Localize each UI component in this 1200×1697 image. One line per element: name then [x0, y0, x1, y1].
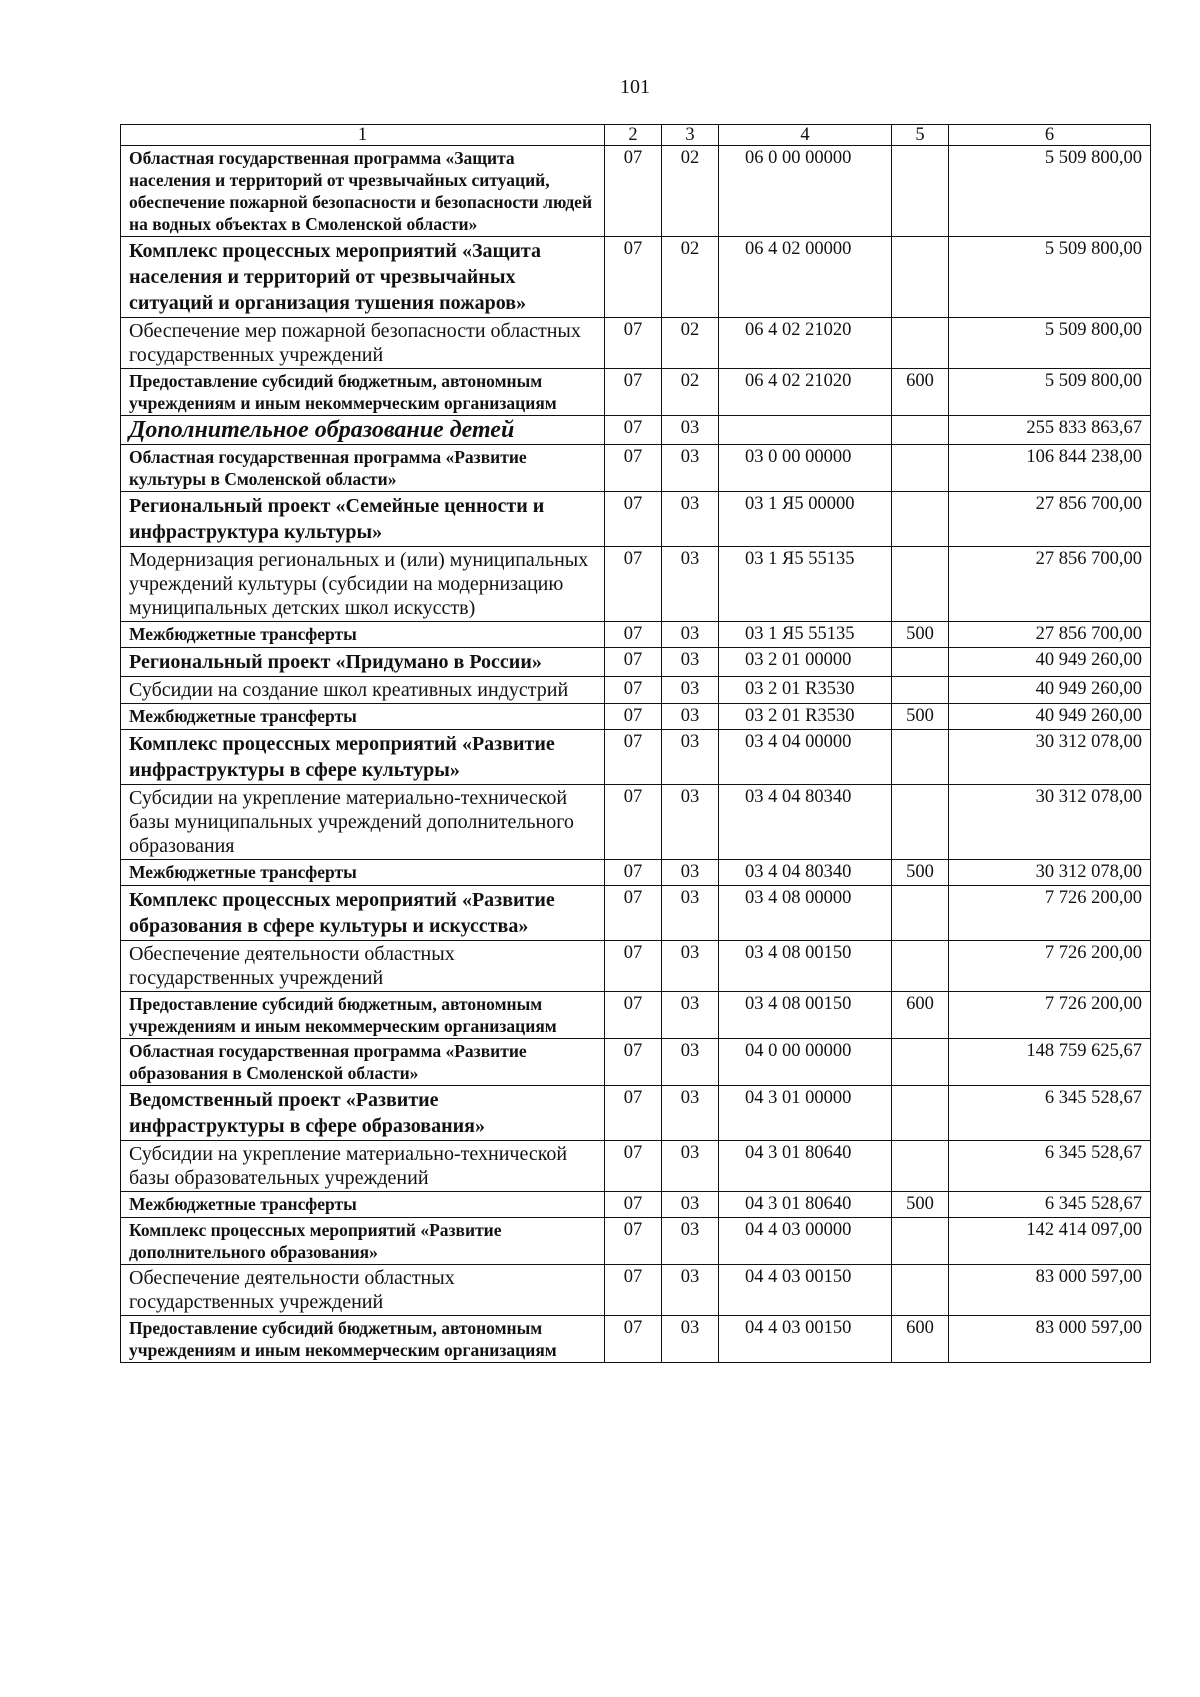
row-code-cell-2: 07	[605, 992, 662, 1039]
row-code-cell-4: 04 0 00 00000	[719, 1039, 892, 1086]
row-code-cell-5	[892, 1039, 949, 1086]
row-amount-cell: 5 509 800,00	[949, 369, 1151, 416]
table-row	[121, 445, 1151, 492]
row-code-cell-5	[892, 547, 949, 622]
row-code-cell-2: 07	[605, 1316, 662, 1363]
table-body	[121, 146, 1151, 1363]
row-code-cell-4: 03 4 04 80340	[719, 860, 892, 886]
row-code-cell-2: 07	[605, 146, 662, 237]
row-code-cell-4: 03 0 00 00000	[719, 445, 892, 492]
row-code-cell-5	[892, 1086, 949, 1141]
row-code-cell-2: 07	[605, 492, 662, 547]
row-code-cell-2: 07	[605, 622, 662, 648]
row-code-cell-5	[892, 941, 949, 992]
row-name-cell: Субсидии на создание школ креативных индустрий	[121, 677, 605, 704]
row-amount-cell: 142 414 097,00	[949, 1218, 1151, 1265]
row-code-cell-3: 03	[662, 941, 719, 992]
row-code-cell-3: 03	[662, 648, 719, 677]
row-code-cell-5	[892, 1141, 949, 1192]
row-amount-cell: 5 509 800,00	[949, 146, 1151, 237]
row-code-cell-2: 07	[605, 416, 662, 445]
row-amount-cell: 30 312 078,00	[949, 730, 1151, 785]
row-code-cell-2: 07	[605, 860, 662, 886]
row-code-cell-4: 04 4 03 00150	[719, 1316, 892, 1363]
row-code-cell-4: 03 4 04 00000	[719, 730, 892, 785]
row-amount-cell: 40 949 260,00	[949, 648, 1151, 677]
row-code-cell-3: 03	[662, 677, 719, 704]
row-code-cell-5	[892, 785, 949, 860]
row-name-cell: Комплекс процессных мероприятий «Развитие дополнительного образования»	[121, 1218, 605, 1265]
table-row	[121, 785, 1151, 860]
row-code-cell-5	[892, 648, 949, 677]
row-code-cell-3: 03	[662, 1039, 719, 1086]
row-code-cell-5: 500	[892, 622, 949, 648]
row-amount-cell: 40 949 260,00	[949, 677, 1151, 704]
row-code-cell-2: 07	[605, 1039, 662, 1086]
row-code-cell-5	[892, 1265, 949, 1316]
column-header-6: 6	[949, 125, 1151, 146]
row-code-cell-2: 07	[605, 1086, 662, 1141]
row-code-cell-2: 07	[605, 237, 662, 318]
row-code-cell-3: 02	[662, 146, 719, 237]
row-code-cell-3: 03	[662, 1265, 719, 1316]
row-code-cell-4: 04 4 03 00000	[719, 1218, 892, 1265]
row-amount-cell: 7 726 200,00	[949, 941, 1151, 992]
table-row	[121, 1192, 1151, 1218]
row-code-cell-4: 03 4 04 80340	[719, 785, 892, 860]
row-name-cell: Ведомственный проект «Развитие инфраструктуры в сфере образования»	[121, 1086, 605, 1141]
row-amount-cell: 30 312 078,00	[949, 785, 1151, 860]
row-code-cell-5	[892, 730, 949, 785]
column-header-5: 5	[892, 125, 949, 146]
row-code-cell-3: 03	[662, 992, 719, 1039]
row-code-cell-4: 04 3 01 80640	[719, 1192, 892, 1218]
row-code-cell-3: 03	[662, 1192, 719, 1218]
row-code-cell-2: 07	[605, 318, 662, 369]
table-row	[121, 1218, 1151, 1265]
row-amount-cell: 27 856 700,00	[949, 622, 1151, 648]
table-row	[121, 416, 1151, 445]
table-row	[121, 648, 1151, 677]
row-amount-cell: 83 000 597,00	[949, 1316, 1151, 1363]
table-row	[121, 492, 1151, 547]
row-code-cell-5: 600	[892, 369, 949, 416]
row-code-cell-2: 07	[605, 1265, 662, 1316]
row-code-cell-2: 07	[605, 1141, 662, 1192]
table-row	[121, 1141, 1151, 1192]
row-name-cell: Комплекс процессных мероприятий «Развитие инфраструктуры в сфере культуры»	[121, 730, 605, 785]
table-row	[121, 146, 1151, 237]
row-amount-cell: 5 509 800,00	[949, 237, 1151, 318]
page-number: 101	[620, 76, 650, 98]
column-header-1: 1	[121, 125, 605, 146]
row-code-cell-4: 03 4 08 00150	[719, 992, 892, 1039]
row-code-cell-5: 600	[892, 992, 949, 1039]
row-code-cell-4: 03 4 08 00000	[719, 886, 892, 941]
table-row	[121, 704, 1151, 730]
row-code-cell-3: 03	[662, 1218, 719, 1265]
row-code-cell-3: 03	[662, 1316, 719, 1363]
row-code-cell-3: 03	[662, 416, 719, 445]
row-code-cell-4	[719, 416, 892, 445]
row-code-cell-3: 03	[662, 785, 719, 860]
table-row	[121, 1265, 1151, 1316]
row-code-cell-4: 03 1 Я5 00000	[719, 492, 892, 547]
table-row	[121, 318, 1151, 369]
row-code-cell-4: 04 4 03 00150	[719, 1265, 892, 1316]
row-name-cell: Предоставление субсидий бюджетным, автономным учреждениям и иным некоммерческим организациям	[121, 369, 605, 416]
row-code-cell-4: 06 4 02 00000	[719, 237, 892, 318]
table-row	[121, 941, 1151, 992]
row-code-cell-5	[892, 677, 949, 704]
table-row	[121, 860, 1151, 886]
table-row	[121, 1086, 1151, 1141]
column-header-3: 3	[662, 125, 719, 146]
row-amount-cell: 40 949 260,00	[949, 704, 1151, 730]
table-row	[121, 886, 1151, 941]
row-name-cell: Предоставление субсидий бюджетным, автономным учреждениям и иным некоммерческим организациям	[121, 1316, 605, 1363]
row-code-cell-2: 07	[605, 1192, 662, 1218]
row-code-cell-5	[892, 146, 949, 237]
row-code-cell-3: 03	[662, 1141, 719, 1192]
row-code-cell-5: 500	[892, 704, 949, 730]
row-code-cell-3: 03	[662, 622, 719, 648]
row-name-cell: Обеспечение мер пожарной безопасности областных государственных учреждений	[121, 318, 605, 369]
row-code-cell-2: 07	[605, 547, 662, 622]
row-code-cell-3: 03	[662, 445, 719, 492]
row-name-cell: Областная государственная программа «Развитие культуры в Смоленской области»	[121, 445, 605, 492]
row-code-cell-2: 07	[605, 677, 662, 704]
row-amount-cell: 27 856 700,00	[949, 547, 1151, 622]
row-amount-cell: 6 345 528,67	[949, 1192, 1151, 1218]
table-row	[121, 1316, 1151, 1363]
row-code-cell-2: 07	[605, 704, 662, 730]
row-amount-cell: 148 759 625,67	[949, 1039, 1151, 1086]
row-code-cell-4: 06 0 00 00000	[719, 146, 892, 237]
row-name-cell: Межбюджетные трансферты	[121, 1192, 605, 1218]
row-code-cell-2: 07	[605, 941, 662, 992]
row-name-cell: Дополнительное образование детей	[121, 416, 605, 445]
row-amount-cell: 106 844 238,00	[949, 445, 1151, 492]
row-amount-cell: 30 312 078,00	[949, 860, 1151, 886]
row-name-cell: Межбюджетные трансферты	[121, 622, 605, 648]
row-code-cell-5	[892, 416, 949, 445]
row-name-cell: Комплекс процессных мероприятий «Защита населения и территорий от чрезвычайных ситуаций и организация тушения пожаров»	[121, 237, 605, 318]
row-code-cell-3: 02	[662, 369, 719, 416]
row-name-cell: Модернизация региональных и (или) муниципальных учреждений культуры (субсидии на модернизацию муниципальных детских школ искусств)	[121, 547, 605, 622]
row-name-cell: Региональный проект «Семейные ценности и инфраструктура культуры»	[121, 492, 605, 547]
row-code-cell-2: 07	[605, 1218, 662, 1265]
column-header-4: 4	[719, 125, 892, 146]
row-name-cell: Областная государственная программа «Защита населения и территорий от чрезвычайных ситуаций, обеспечение пожарной безопасности и безопасности людей на водных объектах в Смоленской области»	[121, 146, 605, 237]
row-code-cell-4: 06 4 02 21020	[719, 318, 892, 369]
row-code-cell-5: 500	[892, 1192, 949, 1218]
row-amount-cell: 83 000 597,00	[949, 1265, 1151, 1316]
table-row	[121, 547, 1151, 622]
row-amount-cell: 7 726 200,00	[949, 992, 1151, 1039]
row-code-cell-5	[892, 445, 949, 492]
row-code-cell-3: 03	[662, 860, 719, 886]
row-name-cell: Субсидии на укрепление материально-технической базы образовательных учреждений	[121, 1141, 605, 1192]
row-code-cell-5	[892, 886, 949, 941]
row-name-cell: Комплекс процессных мероприятий «Развитие образования в сфере культуры и искусства»	[121, 886, 605, 941]
row-code-cell-5	[892, 492, 949, 547]
row-name-cell: Региональный проект «Придумано в России»	[121, 648, 605, 677]
row-code-cell-3: 03	[662, 492, 719, 547]
row-code-cell-2: 07	[605, 886, 662, 941]
table-row	[121, 730, 1151, 785]
table-row	[121, 622, 1151, 648]
row-amount-cell: 6 345 528,67	[949, 1086, 1151, 1141]
row-code-cell-3: 03	[662, 730, 719, 785]
row-amount-cell: 5 509 800,00	[949, 318, 1151, 369]
table-row	[121, 369, 1151, 416]
row-amount-cell: 27 856 700,00	[949, 492, 1151, 547]
row-code-cell-4: 04 3 01 00000	[719, 1086, 892, 1141]
row-code-cell-4: 03 2 01 00000	[719, 648, 892, 677]
row-code-cell-3: 03	[662, 886, 719, 941]
row-code-cell-2: 07	[605, 785, 662, 860]
row-code-cell-4: 03 4 08 00150	[719, 941, 892, 992]
row-name-cell: Межбюджетные трансферты	[121, 860, 605, 886]
row-code-cell-4: 03 1 Я5 55135	[719, 547, 892, 622]
row-amount-cell: 7 726 200,00	[949, 886, 1151, 941]
row-name-cell: Межбюджетные трансферты	[121, 704, 605, 730]
row-code-cell-3: 02	[662, 237, 719, 318]
row-code-cell-4: 04 3 01 80640	[719, 1141, 892, 1192]
row-code-cell-3: 03	[662, 547, 719, 622]
table-row	[121, 992, 1151, 1039]
row-code-cell-5: 500	[892, 860, 949, 886]
row-code-cell-4: 03 2 01 R3530	[719, 677, 892, 704]
row-name-cell: Обеспечение деятельности областных государственных учреждений	[121, 941, 605, 992]
row-code-cell-2: 07	[605, 445, 662, 492]
row-code-cell-3: 03	[662, 1086, 719, 1141]
table-row	[121, 1039, 1151, 1086]
row-code-cell-3: 03	[662, 704, 719, 730]
table-row	[121, 677, 1151, 704]
row-name-cell: Предоставление субсидий бюджетным, автономным учреждениям и иным некоммерческим организациям	[121, 992, 605, 1039]
row-code-cell-4: 03 2 01 R3530	[719, 704, 892, 730]
row-amount-cell: 6 345 528,67	[949, 1141, 1151, 1192]
row-code-cell-5: 600	[892, 1316, 949, 1363]
row-code-cell-4: 06 4 02 21020	[719, 369, 892, 416]
row-code-cell-4: 03 1 Я5 55135	[719, 622, 892, 648]
row-name-cell: Обеспечение деятельности областных государственных учреждений	[121, 1265, 605, 1316]
row-name-cell: Областная государственная программа «Развитие образования в Смоленской области»	[121, 1039, 605, 1086]
header-row	[121, 125, 1151, 146]
row-code-cell-5	[892, 1218, 949, 1265]
table-header	[121, 125, 1151, 146]
row-code-cell-2: 07	[605, 369, 662, 416]
row-code-cell-5	[892, 318, 949, 369]
column-header-2: 2	[605, 125, 662, 146]
row-code-cell-2: 07	[605, 648, 662, 677]
table-row	[121, 237, 1151, 318]
row-amount-cell: 255 833 863,67	[949, 416, 1151, 445]
budget-table	[120, 124, 1151, 1363]
row-code-cell-3: 02	[662, 318, 719, 369]
row-code-cell-5	[892, 237, 949, 318]
row-name-cell: Субсидии на укрепление материально-технической базы муниципальных учреждений дополнительного образования	[121, 785, 605, 860]
row-code-cell-2: 07	[605, 730, 662, 785]
